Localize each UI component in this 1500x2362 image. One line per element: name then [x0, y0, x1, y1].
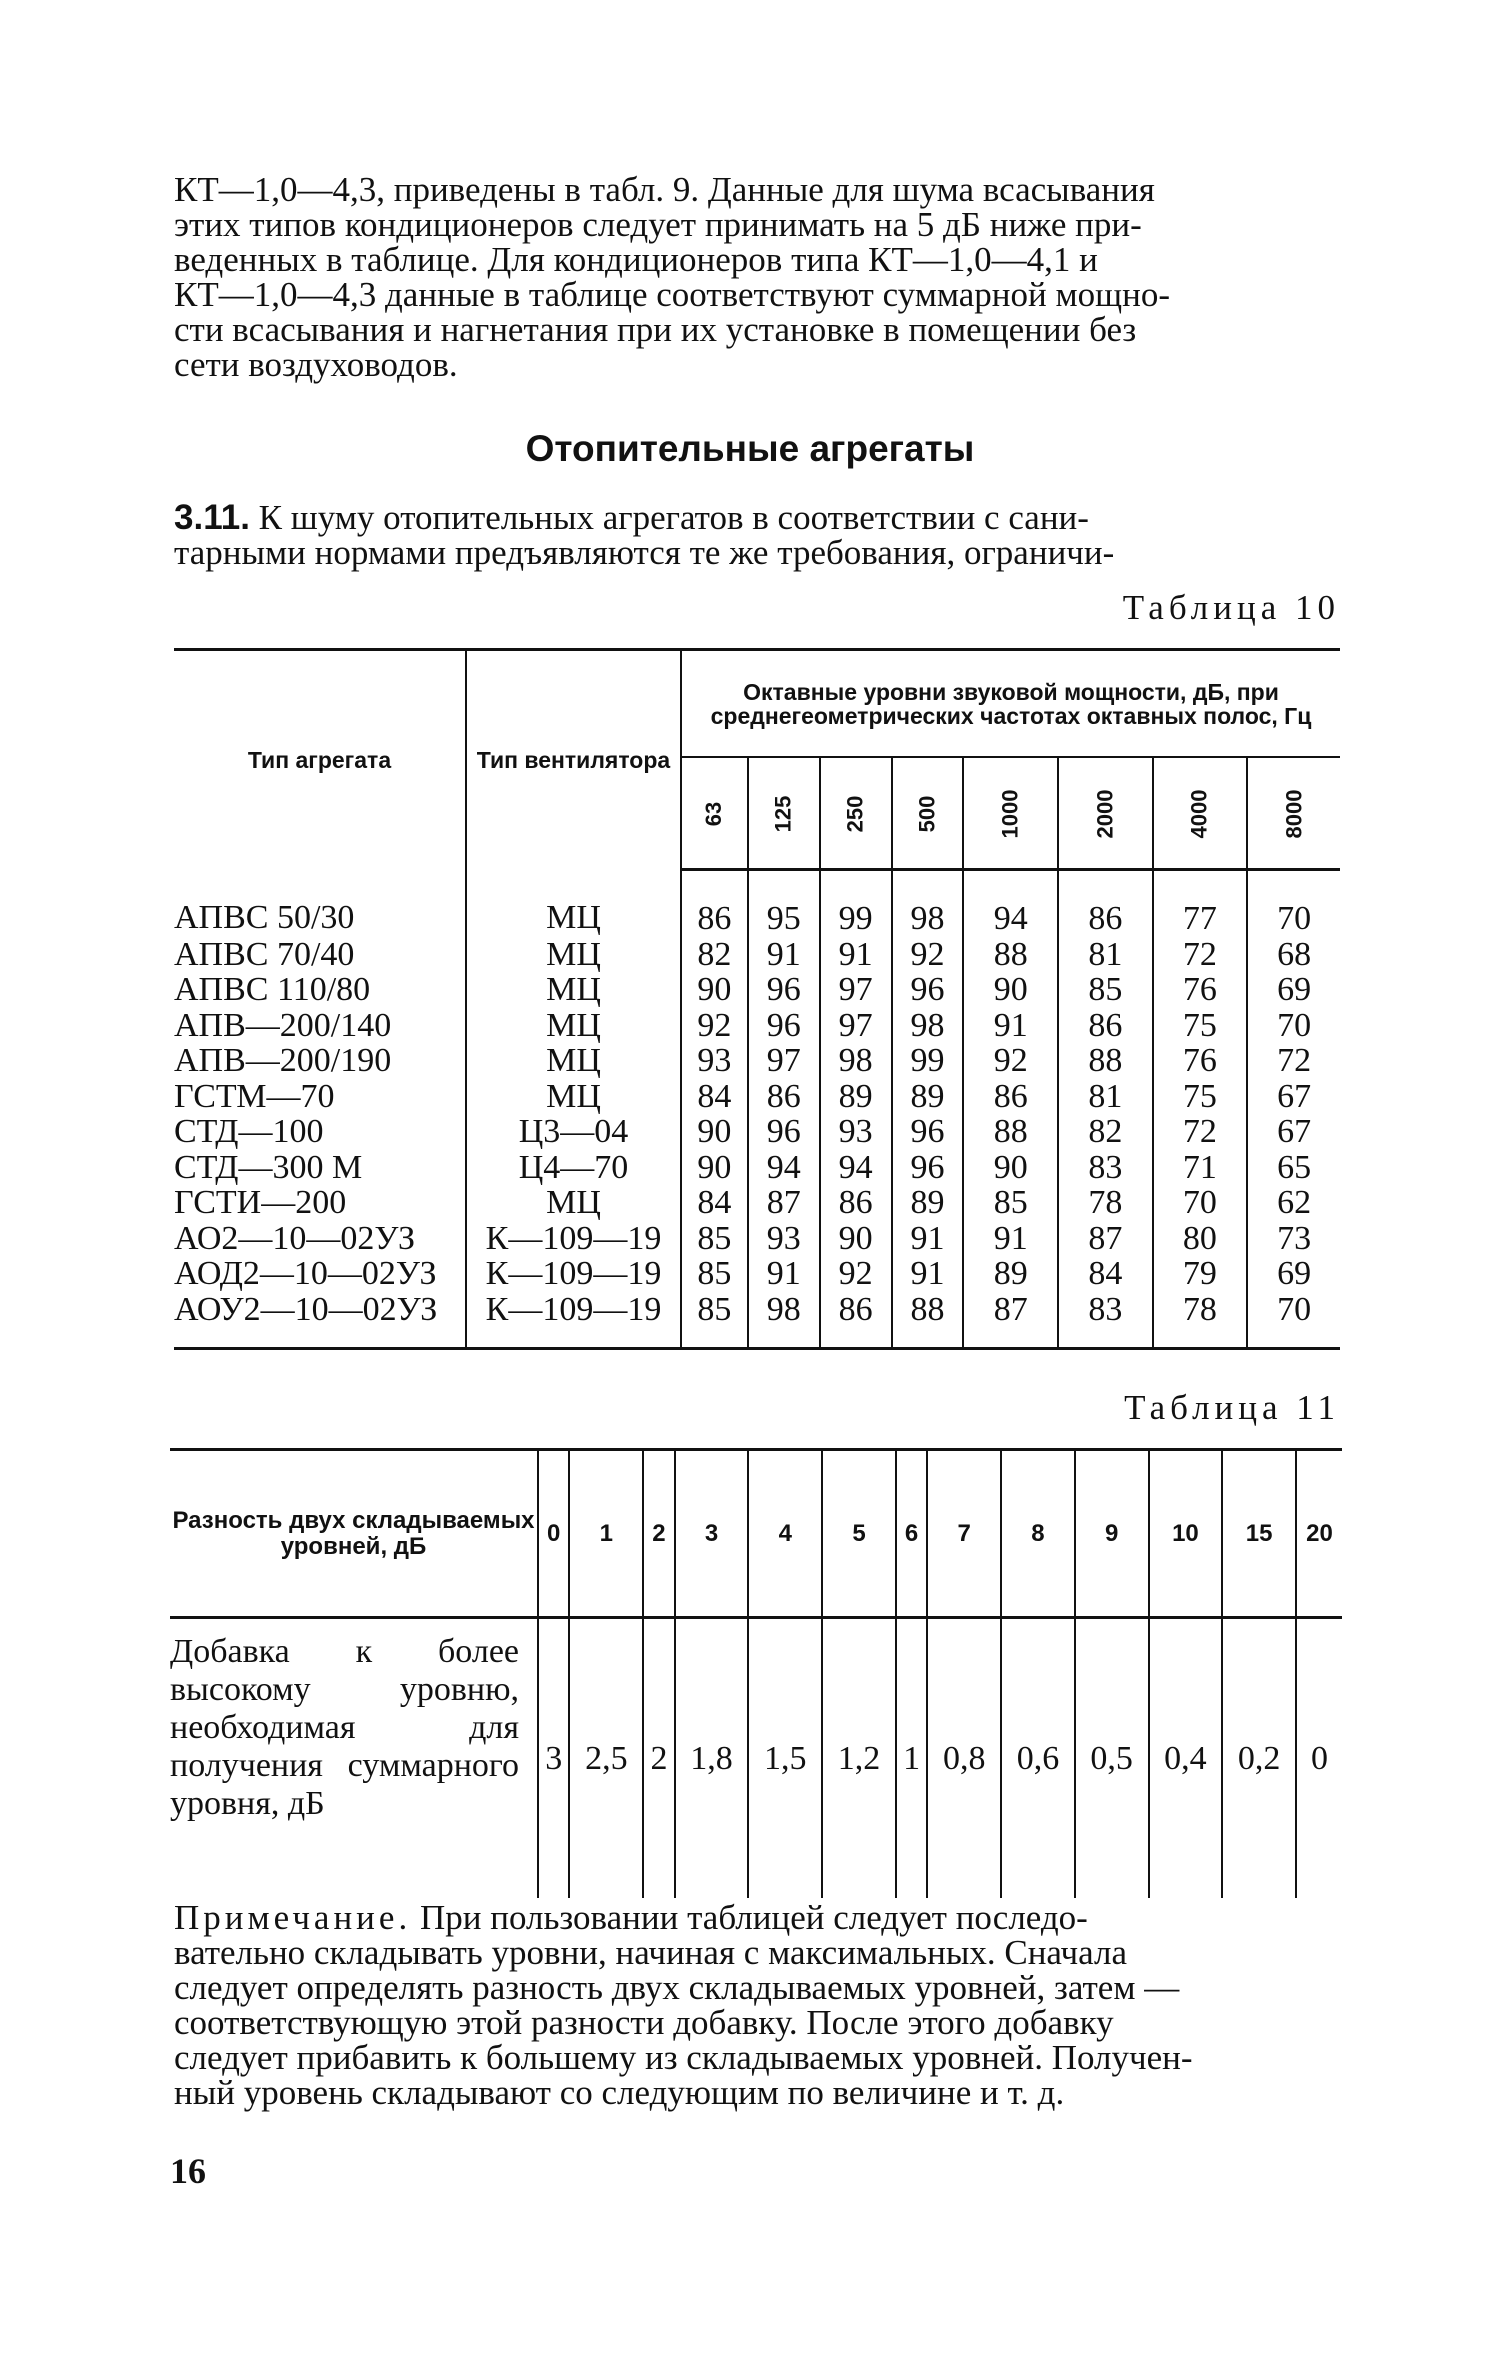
addition-value: 0,8	[927, 1618, 1001, 1899]
frequency-header	[963, 757, 1058, 870]
addition-value: 1	[896, 1618, 927, 1899]
sound-level-cell: 86	[681, 870, 748, 937]
sound-level-cell: 91	[892, 1221, 964, 1257]
sound-level-cell: 93	[748, 1221, 820, 1257]
frequency-label: 125	[770, 795, 796, 832]
unit-type-cell: ГСТИ—200	[174, 1184, 347, 1221]
table-row	[174, 870, 1340, 937]
addition-value: 1,5	[748, 1618, 822, 1899]
sound-level-cell: 85	[681, 1221, 748, 1257]
paragraph-3-11	[174, 500, 1340, 570]
sound-level-cell: 90	[681, 1150, 748, 1186]
frequency-header	[681, 757, 748, 870]
difference-value: 4	[748, 1450, 822, 1618]
note-text: При пользовании таблицей следует последо-	[419, 1898, 1088, 1937]
note-line: ный уровень складывают со следующим по величине и т. д.	[174, 2073, 1065, 2112]
table-row	[174, 1150, 1340, 1186]
fan-type-cell: МЦ	[466, 1185, 681, 1221]
sound-level-cell: 68	[1247, 937, 1340, 973]
unit-type-cell: АПВ—200/140	[174, 1006, 392, 1044]
sound-level-cell: 94	[963, 870, 1058, 937]
unit-type-cell: ГСТМ—70	[174, 1077, 335, 1115]
sound-level-cell: 98	[892, 870, 964, 937]
frequency-header	[1153, 757, 1248, 870]
sound-level-cell: 99	[892, 1043, 964, 1079]
sound-level-cell: 90	[963, 1150, 1058, 1186]
fan-type-cell: Ц4—70	[466, 1150, 681, 1186]
difference-value: 10	[1149, 1450, 1223, 1618]
table-row	[174, 1256, 1340, 1292]
sound-level-cell: 97	[748, 1043, 820, 1079]
table-row	[174, 1008, 1340, 1044]
addition-value: 1,8	[675, 1618, 749, 1899]
section-title: Отопительные агрегаты	[525, 428, 975, 469]
sound-level-cell: 91	[748, 937, 820, 973]
table-row	[174, 1292, 1340, 1349]
table-row	[174, 1221, 1340, 1257]
frequency-header	[1247, 757, 1340, 870]
addition-value: 0	[1296, 1618, 1342, 1899]
fan-type-cell: К—109—19	[466, 1256, 681, 1292]
sound-level-cell: 65	[1247, 1150, 1340, 1186]
sound-level-cell: 86	[820, 1292, 892, 1349]
table-row	[174, 1079, 1340, 1115]
addition-value: 0,6	[1001, 1618, 1075, 1899]
sound-level-cell: 93	[820, 1114, 892, 1150]
sound-level-cell: 97	[820, 1008, 892, 1044]
sound-level-cell: 76	[1153, 972, 1248, 1008]
intro-line: веденных в таблице. Для кондиционеров типа КТ—1,0—4,1 и	[174, 240, 1098, 279]
sound-level-cell: 99	[820, 870, 892, 937]
sound-level-cell: 92	[681, 1008, 748, 1044]
sound-level-cell: 88	[963, 1114, 1058, 1150]
note-line: следует определять разность двух складываемых уровней, затем —	[174, 1968, 1180, 2007]
sound-level-cell: 94	[748, 1150, 820, 1186]
sound-level-cell: 91	[963, 1221, 1058, 1257]
sound-level-cell: 96	[748, 1008, 820, 1044]
table-10	[174, 648, 1340, 1350]
note-line: следует прибавить к большему из складываемых уровней. Получен-	[174, 2038, 1193, 2077]
sound-level-cell: 72	[1153, 1114, 1248, 1150]
sound-level-cell: 85	[1058, 972, 1153, 1008]
sound-level-cell: 89	[820, 1079, 892, 1115]
sound-level-cell: 95	[748, 870, 820, 937]
sound-level-cell: 70	[1247, 870, 1340, 937]
frequency-label: 2000	[1092, 789, 1118, 838]
addition-value: 0,4	[1149, 1618, 1223, 1899]
sound-level-cell: 93	[681, 1043, 748, 1079]
frequency-label: 63	[701, 801, 727, 826]
sound-level-cell: 81	[1058, 937, 1153, 973]
difference-value: 0	[538, 1450, 569, 1618]
paragraph-line	[174, 500, 1340, 535]
col-header-unit: Тип агрегата	[247, 747, 392, 774]
row-header-addition: Добавка к более высокому уровню, необходимая для получения суммарного уровня, дБ	[170, 1633, 519, 1822]
frequency-header	[820, 757, 892, 870]
fan-type-cell: К—109—19	[466, 1292, 681, 1349]
col-header-fan: Тип вентилятора	[466, 650, 681, 870]
sound-level-cell: 97	[820, 972, 892, 1008]
table-row	[174, 1043, 1340, 1079]
sound-level-cell: 89	[963, 1256, 1058, 1292]
sound-level-cell: 90	[681, 972, 748, 1008]
table-10-body	[174, 870, 1340, 1349]
sound-level-cell: 85	[963, 1185, 1058, 1221]
sound-level-cell: 90	[820, 1221, 892, 1257]
sound-level-cell: 98	[820, 1043, 892, 1079]
table-10-caption: Таблица 10	[1122, 588, 1340, 627]
sound-level-cell: 86	[748, 1079, 820, 1115]
sound-level-cell: 72	[1153, 937, 1248, 973]
difference-value: 6	[896, 1450, 927, 1618]
sound-level-cell: 67	[1247, 1114, 1340, 1150]
sound-level-cell: 92	[820, 1256, 892, 1292]
unit-type-cell: АО2—10—02УЗ	[174, 1219, 416, 1257]
sound-level-cell: 96	[748, 972, 820, 1008]
note-line	[174, 1900, 1340, 1935]
sound-level-cell: 62	[1247, 1185, 1340, 1221]
frequency-label: 250	[842, 795, 868, 832]
difference-value: 3	[675, 1450, 749, 1618]
difference-value: 9	[1075, 1450, 1149, 1618]
intro-line: сети воздуховодов.	[174, 345, 458, 384]
sound-level-cell: 89	[892, 1079, 964, 1115]
paragraph-text: К шуму отопительных агрегатов в соответствии с сани-	[258, 498, 1089, 537]
addition-row	[170, 1618, 1342, 1899]
difference-value: 20	[1296, 1450, 1342, 1618]
sound-level-cell: 96	[892, 972, 964, 1008]
frequency-label: 4000	[1186, 789, 1212, 838]
note-line: соответствующую этой разности добавку. После этого добавку	[174, 2003, 1114, 2042]
addition-value: 3	[538, 1618, 569, 1899]
sound-level-cell: 87	[963, 1292, 1058, 1349]
sound-level-cell: 78	[1058, 1185, 1153, 1221]
sound-level-cell: 72	[1247, 1043, 1340, 1079]
table-row	[174, 937, 1340, 973]
sound-level-cell: 85	[681, 1256, 748, 1292]
table-11	[170, 1448, 1342, 1898]
sound-level-cell: 83	[1058, 1150, 1153, 1186]
sound-level-cell: 88	[1058, 1043, 1153, 1079]
unit-type-cell: АПВС 110/80	[174, 971, 371, 1008]
col-header-octave-group: Октавные уровни звуковой мощности, дБ, при среднегеометрических частотах октавных полос, Гц	[681, 650, 1340, 758]
table-row	[174, 1185, 1340, 1221]
sound-level-cell: 80	[1153, 1221, 1248, 1257]
sound-level-cell: 86	[963, 1079, 1058, 1115]
sound-level-cell: 84	[1058, 1256, 1153, 1292]
sound-level-cell: 90	[963, 972, 1058, 1008]
sound-level-cell: 92	[892, 937, 964, 973]
fan-type-cell: МЦ	[466, 870, 681, 937]
difference-value: 15	[1222, 1450, 1296, 1618]
difference-value: 7	[927, 1450, 1001, 1618]
note-lead: Примечание.	[174, 1898, 412, 1937]
sound-level-cell: 91	[963, 1008, 1058, 1044]
paragraph-line: тарными нормами предъявляются те же требования, ограничи-	[174, 533, 1115, 572]
frequency-label: 8000	[1281, 789, 1307, 838]
intro-line: КТ—1,0—4,3, приведены в табл. 9. Данные для шума всасывания	[174, 170, 1155, 209]
sound-level-cell: 82	[1058, 1114, 1153, 1150]
sound-level-cell: 90	[681, 1114, 748, 1150]
fan-type-cell: МЦ	[466, 1079, 681, 1115]
difference-header-row	[170, 1450, 1342, 1618]
sound-level-cell: 94	[820, 1150, 892, 1186]
row-header-difference: Разность двух складываемых уровней, дБ	[170, 1450, 538, 1618]
sound-level-cell: 69	[1247, 972, 1340, 1008]
sound-level-cell: 96	[892, 1114, 964, 1150]
fan-type-cell: МЦ	[466, 937, 681, 973]
sound-level-cell: 92	[963, 1043, 1058, 1079]
sound-level-cell: 98	[748, 1292, 820, 1349]
addition-value: 0,5	[1075, 1618, 1149, 1899]
intro-paragraph	[174, 172, 1340, 382]
sound-level-cell: 82	[681, 937, 748, 973]
sound-level-cell: 96	[748, 1114, 820, 1150]
sound-level-cell: 83	[1058, 1292, 1153, 1349]
sound-level-cell: 77	[1153, 870, 1248, 937]
page-number: 16	[170, 2151, 206, 2191]
difference-value: 8	[1001, 1450, 1075, 1618]
sound-level-cell: 87	[1058, 1221, 1153, 1257]
sound-level-cell: 78	[1153, 1292, 1248, 1349]
sound-level-cell: 70	[1247, 1292, 1340, 1349]
unit-type-cell: АПВС 50/30	[174, 898, 355, 936]
sound-level-cell: 79	[1153, 1256, 1248, 1292]
frequency-label: 1000	[997, 789, 1023, 838]
difference-value: 2	[643, 1450, 674, 1618]
intro-line: этих типов кондиционеров следует принимать на 5 дБ ниже при-	[174, 205, 1142, 244]
sound-level-cell: 76	[1153, 1043, 1248, 1079]
fan-type-cell: Ц3—04	[466, 1114, 681, 1150]
sound-level-cell: 96	[892, 1150, 964, 1186]
table-row	[174, 972, 1340, 1008]
unit-type-cell: АПВ—200/190	[174, 1042, 392, 1079]
table-11-caption: Таблица 11	[1124, 1388, 1340, 1427]
fan-type-cell: МЦ	[466, 972, 681, 1008]
intro-line: сти всасывания и нагнетания при их установке в помещении без	[174, 310, 1137, 349]
addition-value: 2	[643, 1618, 674, 1899]
note-paragraph	[174, 1900, 1340, 2110]
sound-level-cell: 91	[820, 937, 892, 973]
intro-line: КТ—1,0—4,3 данные в таблице соответствуют суммарной мощно-	[174, 275, 1170, 314]
unit-type-cell: АОУ2—10—02УЗ	[174, 1290, 438, 1328]
sound-level-cell: 86	[1058, 870, 1153, 937]
unit-type-cell: АОД2—10—02УЗ	[174, 1255, 437, 1292]
sound-level-cell: 91	[892, 1256, 964, 1292]
fan-type-cell: К—109—19	[466, 1221, 681, 1257]
unit-type-cell: СТД—100	[174, 1113, 324, 1150]
unit-type-cell: СТД—300 М	[174, 1148, 363, 1186]
sound-level-cell: 69	[1247, 1256, 1340, 1292]
sound-level-cell: 73	[1247, 1221, 1340, 1257]
sound-level-cell: 84	[681, 1079, 748, 1115]
sound-level-cell: 75	[1153, 1008, 1248, 1044]
sound-level-cell: 88	[963, 937, 1058, 973]
unit-type-cell: АПВС 70/40	[174, 935, 355, 973]
frequency-label: 500	[914, 795, 940, 832]
sound-level-cell: 84	[681, 1185, 748, 1221]
sound-level-cell: 86	[1058, 1008, 1153, 1044]
frequency-header	[892, 757, 964, 870]
sound-level-cell: 98	[892, 1008, 964, 1044]
table-row	[174, 1114, 1340, 1150]
addition-value: 1,2	[822, 1618, 896, 1899]
note-line: вательно складывать уровни, начиная с максимальных. Сначала	[174, 1933, 1127, 1972]
addition-value: 2,5	[569, 1618, 643, 1899]
sound-level-cell: 81	[1058, 1079, 1153, 1115]
sound-level-cell: 71	[1153, 1150, 1248, 1186]
sound-level-cell: 85	[681, 1292, 748, 1349]
paragraph-number: 3.11.	[174, 498, 250, 537]
frequency-header	[748, 757, 820, 870]
sound-level-cell: 86	[820, 1185, 892, 1221]
frequency-header	[1058, 757, 1153, 870]
sound-level-cell: 87	[748, 1185, 820, 1221]
sound-level-cell: 89	[892, 1185, 964, 1221]
difference-value: 5	[822, 1450, 896, 1618]
fan-type-cell: МЦ	[466, 1008, 681, 1044]
addition-value: 0,2	[1222, 1618, 1296, 1899]
sound-level-cell: 67	[1247, 1079, 1340, 1115]
fan-type-cell: МЦ	[466, 1043, 681, 1079]
sound-level-cell: 88	[892, 1292, 964, 1349]
sound-level-cell: 91	[748, 1256, 820, 1292]
sound-level-cell: 70	[1153, 1185, 1248, 1221]
sound-level-cell: 75	[1153, 1079, 1248, 1115]
sound-level-cell: 70	[1247, 1008, 1340, 1044]
difference-value: 1	[569, 1450, 643, 1618]
